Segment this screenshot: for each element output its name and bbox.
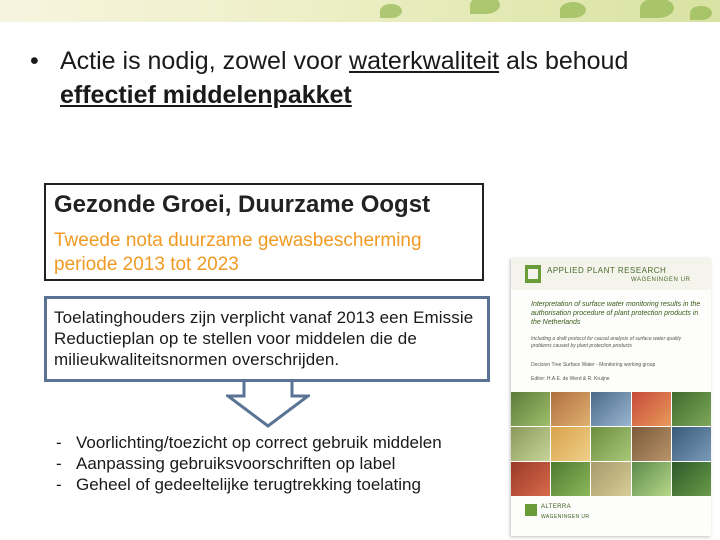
headline-link-waterkwaliteit[interactable]: waterkwaliteit xyxy=(349,47,500,75)
alterra-logo-icon xyxy=(525,504,537,516)
headline-part2: als behoud xyxy=(499,47,629,75)
measure-label: Geheel of gedeeltelijke terugtrekking toelating xyxy=(76,475,421,494)
document-subtitle-line1: Tweede nota duurzame gewasbescherming xyxy=(54,230,422,251)
photo-tile xyxy=(591,427,630,461)
report-wur: WAGENINGEN UR xyxy=(631,277,691,283)
leaf-decoration xyxy=(380,4,402,18)
document-title: Gezonde Groei, Duurzame Oogst xyxy=(54,191,431,218)
leaf-decoration xyxy=(470,0,500,14)
photo-tile xyxy=(591,462,630,496)
photo-tile xyxy=(632,392,671,426)
photo-tile xyxy=(511,392,550,426)
photo-tile xyxy=(672,462,711,496)
down-arrow-icon xyxy=(226,382,310,428)
photo-tile xyxy=(632,462,671,496)
list-item: - Aanpassing gebruiksvoorschriften op label xyxy=(56,454,396,473)
report-photo-collage xyxy=(511,392,711,496)
callout-box xyxy=(44,296,490,382)
leaf-decoration xyxy=(690,6,712,20)
photo-tile xyxy=(511,427,550,461)
document-subtitle xyxy=(54,229,474,277)
apr-logo-icon xyxy=(525,265,541,283)
measure-label: Voorlichting/toezicht op correct gebruik middelen xyxy=(76,433,442,452)
report-division: Decision Tree Surface Water - Monitoring working group xyxy=(531,362,656,368)
report-authors: Editor: H.A.E. de Werd & R. Kruijne xyxy=(531,376,610,382)
leaf-decoration xyxy=(560,2,586,18)
photo-tile xyxy=(551,462,590,496)
photo-tile xyxy=(591,392,630,426)
callout-text: Toelatinghouders zijn verplicht vanaf 2013 een Emissie Reductieplan op te stellen voor middelen die de milieukwaliteitsnormen overschrijden. xyxy=(54,308,474,369)
list-item: - Geheel of gedeeltelijke terugtrekking toelating xyxy=(56,475,421,494)
report-footer-wur: WAGENINGEN UR xyxy=(541,514,590,520)
measures-list xyxy=(56,432,516,495)
photo-tile xyxy=(511,462,550,496)
photo-tile xyxy=(632,427,671,461)
policy-document-box xyxy=(44,183,484,281)
headline-part1: Actie is nodig, zowel voor xyxy=(60,47,350,75)
report-subtitle: Including a draft protocol for causal analysis of surface water quality problems caused by plant protection products xyxy=(531,336,682,349)
headline-text xyxy=(60,44,670,112)
photo-tile xyxy=(551,427,590,461)
photo-tile xyxy=(551,392,590,426)
photo-tile xyxy=(672,392,711,426)
headline-link-middelenpakket[interactable]: effectief middelenpakket xyxy=(60,81,352,109)
report-header xyxy=(511,258,711,290)
bullet-glyph: • xyxy=(30,47,39,75)
document-subtitle-line2: periode 2013 tot 2023 xyxy=(54,254,239,275)
photo-tile xyxy=(672,427,711,461)
leaf-decoration xyxy=(640,0,674,18)
report-title: Interpretation of surface water monitoring results in the authorisation procedure of plant protection products in the Netherlands xyxy=(531,301,701,326)
top-banner xyxy=(0,0,720,22)
report-cover-image xyxy=(511,258,711,536)
report-org: APPLIED PLANT RESEARCH xyxy=(547,266,667,275)
report-footer-org: ALTERRA xyxy=(541,504,572,510)
list-item: - Voorlichting/toezicht op correct gebruik middelen xyxy=(56,433,442,452)
measure-label: Aanpassing gebruiksvoorschriften op label xyxy=(76,454,396,473)
